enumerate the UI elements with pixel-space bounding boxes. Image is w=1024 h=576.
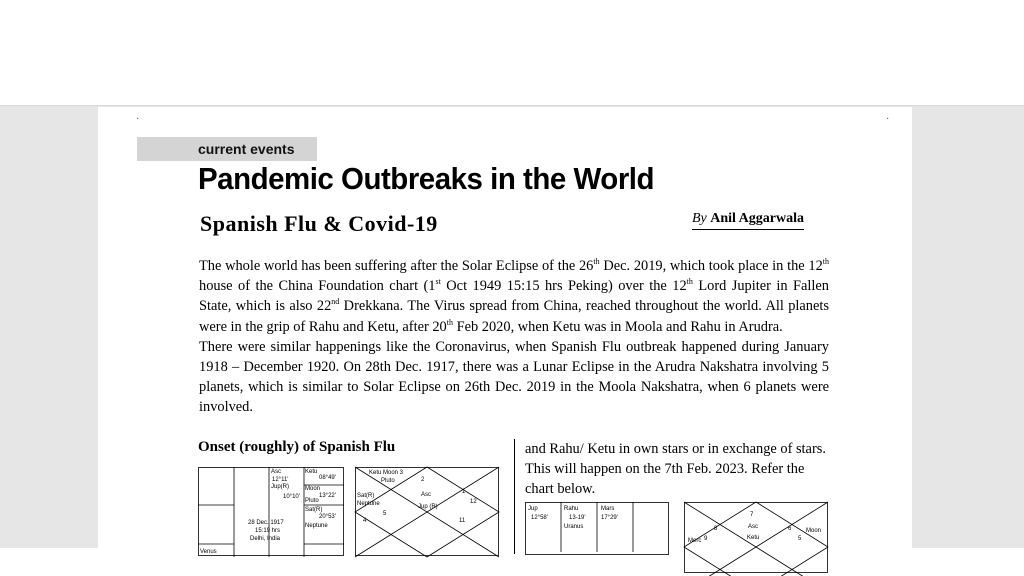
2023-north-chart <box>684 502 828 552</box>
north-h1: 1 <box>462 489 466 495</box>
article-body <box>199 256 829 418</box>
north2-merc: Merc <box>688 538 702 544</box>
north2-ketu: Ketu <box>747 535 760 541</box>
south-jup-deg: 10°10' <box>283 494 300 500</box>
south-ketu-deg: 08°49' <box>319 475 336 481</box>
right-column-text <box>525 439 835 499</box>
page-corner-mark-right: · <box>886 114 890 125</box>
byline <box>692 211 804 230</box>
south-venus: Venus <box>200 549 217 555</box>
north-h4: 4 <box>363 518 367 524</box>
north2-h8: 8 <box>714 526 718 532</box>
north-neptune: Neptune <box>357 501 380 507</box>
south2-rahu: Rahu <box>564 506 579 512</box>
north-h5: 5 <box>383 511 387 517</box>
north2-asc: Asc <box>748 524 759 530</box>
north-asc: Asc <box>421 492 432 498</box>
paragraph-1: The whole world has been suffering after the Solar Eclipse of the 26th Dec. 2019, which took place in the 12th house of the China Foundation chart (1st Oct 1949 15:15 hrs Peking) over the 12th Lord Jupiter in Fallen State, which is also 22nd Drekkana. The Virus spread from China, reached throughout the world. All planets were in the grip of Rahu and Ketu, after 20th Feb 2020, when Ketu was in Moola and Rahu in Arudra. <box>199 257 830 335</box>
section-tag <box>137 137 317 161</box>
south-date: 28 Dec. 1917 <box>248 520 284 526</box>
2023-south-chart <box>525 502 669 552</box>
south2-uranus: Uranus <box>564 524 584 530</box>
north-sat: Sat(R) <box>357 493 375 499</box>
north-h12: 12 <box>470 499 477 505</box>
column-divider <box>514 439 515 554</box>
page-corner-mark-left: · <box>136 114 140 125</box>
south-time: 15:19 hrs <box>255 528 281 534</box>
byline-author: Anil Aggarwala <box>710 211 804 226</box>
north2-moon: Moon <box>806 528 822 534</box>
north2-h9: 9 <box>704 536 708 542</box>
south-pluto: Pluto <box>305 498 319 504</box>
spanish-flu-south-chart <box>198 467 344 557</box>
south-ketu: Ketu <box>305 469 318 475</box>
section-tag-label: current events <box>198 141 295 157</box>
south-moon-deg: 13°22' <box>319 493 336 499</box>
south2-mars: Mars <box>601 506 615 512</box>
north-top: Ketu Moon 3 <box>369 470 404 476</box>
south2-rahu-deg: 13-19' <box>569 515 586 521</box>
article-title: Pandemic Outbreaks in the World <box>198 161 655 196</box>
byline-prefix: By <box>692 211 707 226</box>
document-page <box>98 107 912 555</box>
south2-jup: Jup <box>528 506 538 512</box>
south-asc-deg: 12°11' <box>272 477 289 483</box>
south-place: Delhi, India <box>250 536 281 542</box>
north2-h5: 5 <box>798 536 802 542</box>
north-h11: 11 <box>459 518 466 524</box>
south-sat: Sat(R) <box>305 507 323 513</box>
south-moon: Moon <box>305 486 321 492</box>
south-sat-deg: 20°53' <box>319 514 336 520</box>
south-jup: Jup(R) <box>271 484 290 490</box>
paragraph-2: There were similar happenings like the Coronavirus, when Spanish Flu outbreak happened during January 1918 – December 1920. On 28th Dec. 1917, there was a Lunar Eclipse in the Arudra Nakshatra involving 5 planets, which is similar to Solar Eclipse on 26th Dec. 2019 in the Moola Nakshatra, when 6 planets were involved. <box>199 338 829 416</box>
spanish-flu-north-chart <box>355 467 499 557</box>
south2-jup-deg: 12°58' <box>531 515 548 521</box>
north2-h6: 6 <box>788 526 792 532</box>
top-toolbar-area <box>0 0 1024 106</box>
south2-mars-deg: 17°29' <box>601 515 618 521</box>
article-subtitle: Spanish Flu & Covid-19 <box>200 211 438 236</box>
south-neptune: Neptune <box>305 523 328 529</box>
left-column-heading: Onset (roughly) of Spanish Flu <box>198 439 396 455</box>
bottom-bar <box>0 548 1024 576</box>
south-asc: Asc <box>271 469 282 475</box>
north-h2: 2 <box>421 477 425 483</box>
north-jup: Jup (R) <box>418 504 438 510</box>
north2-h7: 7 <box>750 512 754 518</box>
north-pluto: Pluto <box>381 478 395 484</box>
right-column-paragraph: and Rahu/ Ketu in own stars or in exchange of stars. This will happen on the 7th Feb. 2023. Refer the chart below. <box>525 441 826 497</box>
